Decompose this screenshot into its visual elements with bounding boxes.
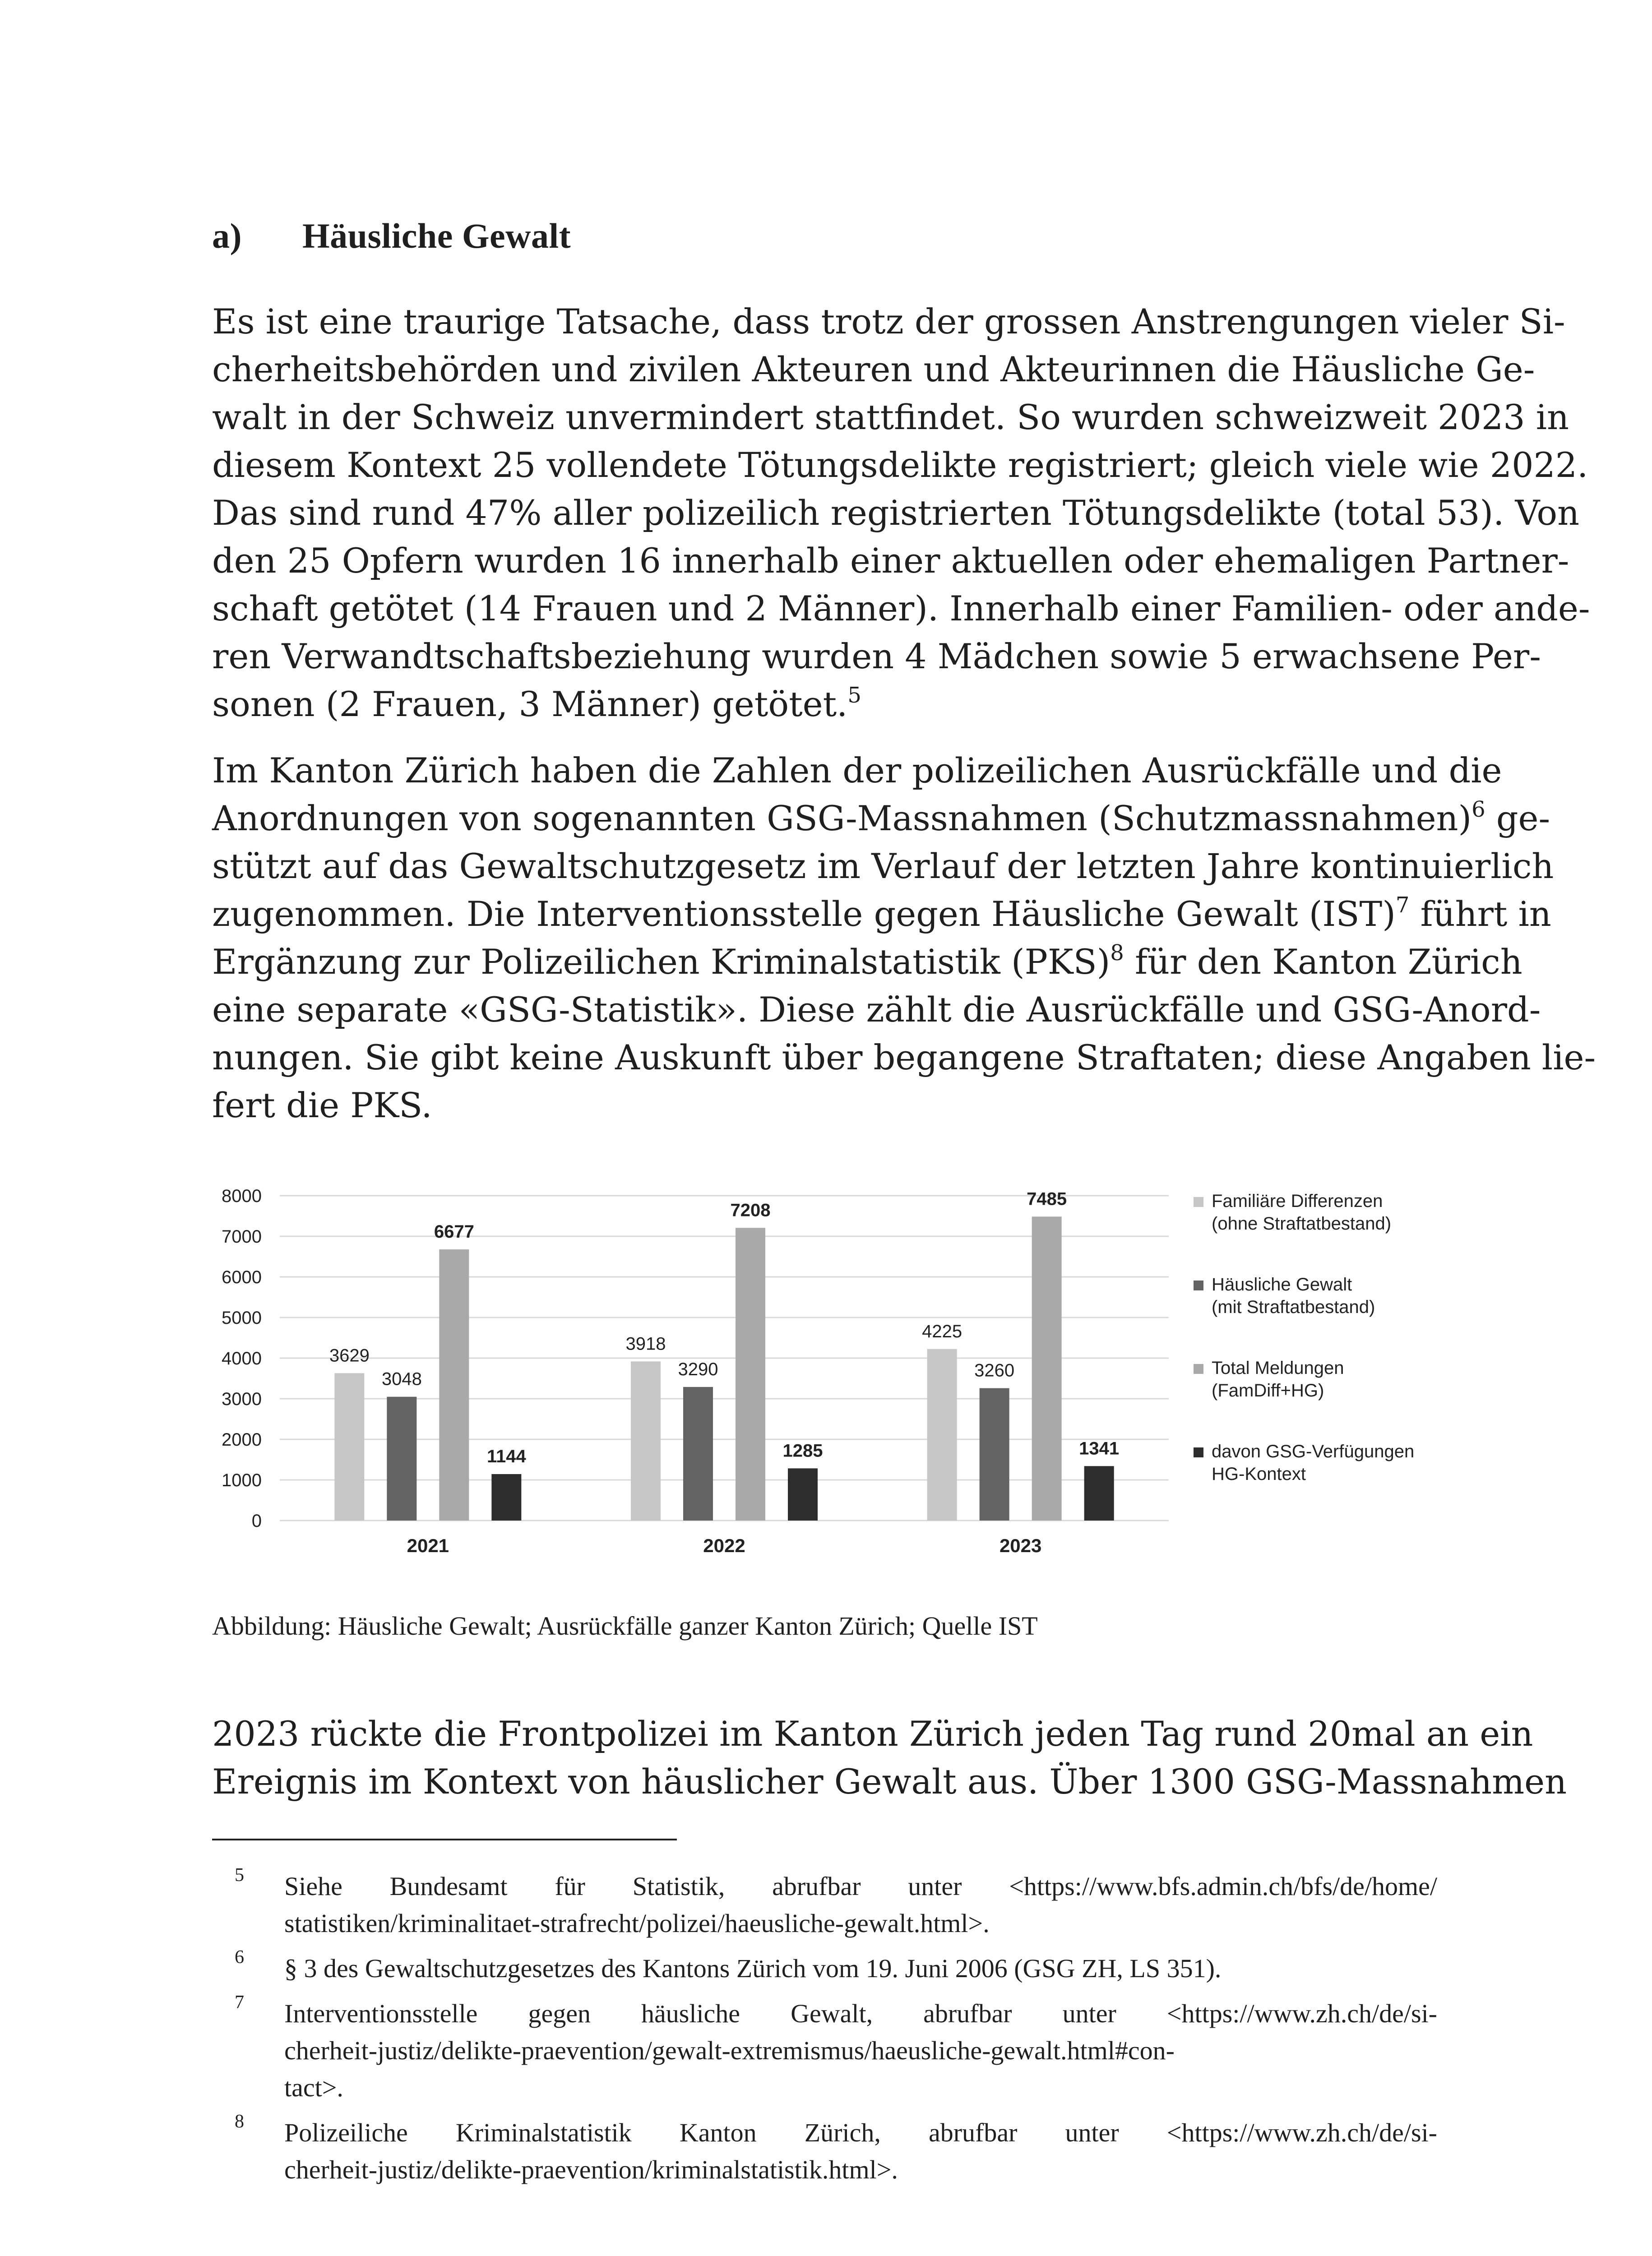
- text-line: [212, 890, 1551, 938]
- y-tick-label: 6000: [222, 1267, 262, 1287]
- footnote-line: statistiken/kriminalitaet-strafrecht/polizei/haeusliche-gewalt.html>.: [284, 1909, 990, 1938]
- x-tick-label: 2022: [703, 1535, 745, 1556]
- text-segment: zugenommen. Die Interventionsstelle gegen Häusliche Gewalt (IST): [212, 894, 1396, 934]
- legend-swatch: [1194, 1281, 1203, 1290]
- footnote-6: [212, 1947, 1437, 1987]
- footnote-number: 7: [235, 1992, 244, 2013]
- data-label: 1341: [1079, 1438, 1120, 1459]
- paragraph-2: [212, 747, 1596, 1129]
- footnote-line: cherheit-justiz/delikte-praevention/kriminalstatistik.html>.: [284, 2155, 898, 2184]
- bar: [491, 1474, 521, 1521]
- section-heading: [212, 216, 571, 256]
- data-label: 3918: [625, 1334, 666, 1354]
- bar: [736, 1228, 765, 1521]
- y-tick-label: 2000: [222, 1430, 262, 1450]
- text-segment: ge-: [1485, 798, 1550, 838]
- y-tick-label: 8000: [222, 1186, 262, 1206]
- data-label: 3048: [381, 1369, 422, 1389]
- paragraph-1: [212, 298, 1590, 728]
- text-line-last: fert die PKS.: [212, 1085, 432, 1125]
- x-tick-label: 2023: [999, 1535, 1042, 1556]
- text-line: eine separate «GSG-Statistik». Diese zählt die Ausrückfälle und GSG-Anord-: [212, 989, 1541, 1030]
- text-line: 2023 rückte die Frontpolizei im Kanton Zürich jeden Tag rund 20mal an ein: [212, 1714, 1533, 1754]
- legend-swatch: [1194, 1364, 1203, 1374]
- footnote-line: Siehe Bundesamt für Statistik, abrufbar unter <https://www.bfs.admin.ch/bfs/de/home/: [284, 1872, 1437, 1901]
- data-label: 4225: [922, 1321, 963, 1341]
- text-line-last: [212, 680, 1437, 728]
- y-tick-label: 1000: [222, 1470, 262, 1490]
- y-tick-label: 0: [251, 1511, 262, 1531]
- text-line: nungen. Sie gibt keine Auskunft über begangene Straftaten; diese Angaben lie-: [212, 1037, 1596, 1077]
- bar-chart-svg: [212, 1173, 1437, 1570]
- text-line: Im Kanton Zürich haben die Zahlen der polizeilichen Ausrückfälle und die: [212, 750, 1502, 791]
- text-line: [212, 938, 1522, 986]
- data-label: 1144: [486, 1447, 526, 1467]
- footnote-line: § 3 des Gewaltschutzgesetzes des Kantons Zürich vom 19. Juni 2006 (GSG ZH, LS 351).: [284, 1954, 1222, 1983]
- footnote-8: [212, 2111, 1437, 2188]
- data-label: 1285: [782, 1441, 823, 1461]
- footnote-line: tact>.: [284, 2073, 343, 2102]
- footnote-7: [212, 1992, 1437, 2106]
- legend-label-sub: HG-Kontext: [1212, 1464, 1306, 1484]
- bar: [683, 1387, 713, 1521]
- data-label: 3629: [329, 1345, 370, 1366]
- text-line: walt in der Schweiz unvermindert stattfindet. So wurden schweizweit 2023 in: [212, 397, 1569, 437]
- footnote-number: 6: [235, 1947, 244, 1968]
- text-line: diesem Kontext 25 vollendete Tötungsdelikte registriert; gleich viele wie 2022.: [212, 445, 1588, 485]
- text-line: cherheitsbehörden und zivilen Akteuren und Akteurinnen die Häusliche Ge-: [212, 349, 1535, 389]
- legend-label: Total Meldungen: [1212, 1358, 1344, 1378]
- text-line: Das sind rund 47% aller polizeilich registrierten Tötungsdelikte (total 53). Von: [212, 493, 1580, 533]
- bar: [387, 1397, 416, 1521]
- section-number: a): [212, 216, 242, 255]
- legend-label: Häusliche Gewalt: [1212, 1275, 1352, 1294]
- data-label: 7208: [730, 1200, 771, 1220]
- figure-caption: Abbildung: Häusliche Gewalt; Ausrückfälle ganzer Kanton Zürich; Quelle IST: [212, 1611, 1038, 1641]
- footnote-ref[interactable]: 5: [847, 683, 861, 708]
- footnote-line: cherheit-justiz/delikte-praevention/gewalt-extremismus/haeusliche-gewalt.html#con-: [284, 2036, 1175, 2065]
- y-tick-label: 4000: [222, 1349, 262, 1368]
- footnote-line: Polizeiliche Kriminalstatistik Kanton Zürich, abrufbar unter <https://www.zh.ch/de/si-: [284, 2118, 1437, 2147]
- data-label: 6677: [434, 1222, 474, 1242]
- text-segment: sonen (2 Frauen, 3 Männer) getötet.: [212, 684, 848, 724]
- footnote-5: [212, 1865, 1437, 1942]
- legend-label-sub: (mit Straftatbestand): [1212, 1297, 1375, 1317]
- text-segment: Ergänzung zur Polizeilichen Kriminalstatistik (PKS): [212, 942, 1111, 982]
- bar: [788, 1468, 818, 1521]
- legend-label-sub: (ohne Straftatbestand): [1212, 1214, 1392, 1234]
- footnote-separator: [212, 1839, 677, 1840]
- bar: [927, 1349, 957, 1521]
- text-line: schaft getötet (14 Frauen und 2 Männer). Innerhalb einer Familien- oder ande-: [212, 588, 1590, 629]
- text-line: Es ist eine traurige Tatsache, dass trotz der grossen Anstrengungen vieler Si-: [212, 301, 1565, 342]
- legend-swatch: [1194, 1447, 1203, 1457]
- footnote-ref[interactable]: 6: [1472, 797, 1485, 822]
- bar: [1084, 1466, 1114, 1521]
- legend-label: Familiäre Differenzen: [1212, 1191, 1383, 1211]
- footnote-ref[interactable]: 8: [1110, 940, 1124, 966]
- text-line: ren Verwandtschaftsbeziehung wurden 4 Mädchen sowie 5 erwachsene Per-: [212, 636, 1541, 676]
- text-line: [212, 795, 1550, 842]
- footnotes: [212, 1865, 1437, 2196]
- text-line: den 25 Opfern wurden 16 innerhalb einer aktuellen oder ehemaligen Partner-: [212, 541, 1569, 581]
- legend-label: davon GSG-Verfügungen: [1212, 1442, 1415, 1461]
- bar: [334, 1373, 364, 1521]
- bar: [1032, 1216, 1062, 1521]
- y-tick-label: 5000: [222, 1308, 262, 1328]
- paragraph-3: [212, 1710, 1567, 1806]
- legend-swatch: [1194, 1197, 1203, 1207]
- footnote-number: 5: [235, 1865, 244, 1886]
- section-title: Häusliche Gewalt: [302, 216, 571, 255]
- bar: [439, 1249, 469, 1521]
- data-label: 3290: [678, 1359, 718, 1379]
- text-line: Ereignis im Kontext von häuslicher Gewalt aus. Über 1300 GSG-Massnahmen: [212, 1761, 1567, 1802]
- bar: [631, 1361, 661, 1521]
- text-line: stützt auf das Gewaltschutzgesetz im Verlauf der letzten Jahre kontinuierlich: [212, 846, 1554, 886]
- bar: [980, 1388, 1009, 1521]
- footnote-line: Interventionsstelle gegen häusliche Gewalt, abrufbar unter <https://www.zh.ch/de/si-: [284, 1999, 1437, 2028]
- footnote-ref[interactable]: 7: [1395, 892, 1410, 918]
- legend-label-sub: (FamDiff+HG): [1212, 1381, 1324, 1401]
- x-tick-label: 2021: [407, 1535, 449, 1556]
- data-label: 7485: [1027, 1189, 1067, 1209]
- footnote-number: 8: [235, 2111, 244, 2132]
- data-label: 3260: [974, 1360, 1015, 1381]
- text-segment: für den Kanton Zürich: [1124, 942, 1522, 982]
- text-segment: führt in: [1409, 894, 1551, 934]
- text-segment: Anordnungen von sogenannten GSG-Massnahmen (Schutzmassnahmen): [212, 798, 1472, 838]
- domestic-violence-chart: [212, 1173, 1437, 1570]
- y-tick-label: 3000: [222, 1389, 262, 1409]
- y-tick-label: 7000: [222, 1227, 262, 1247]
